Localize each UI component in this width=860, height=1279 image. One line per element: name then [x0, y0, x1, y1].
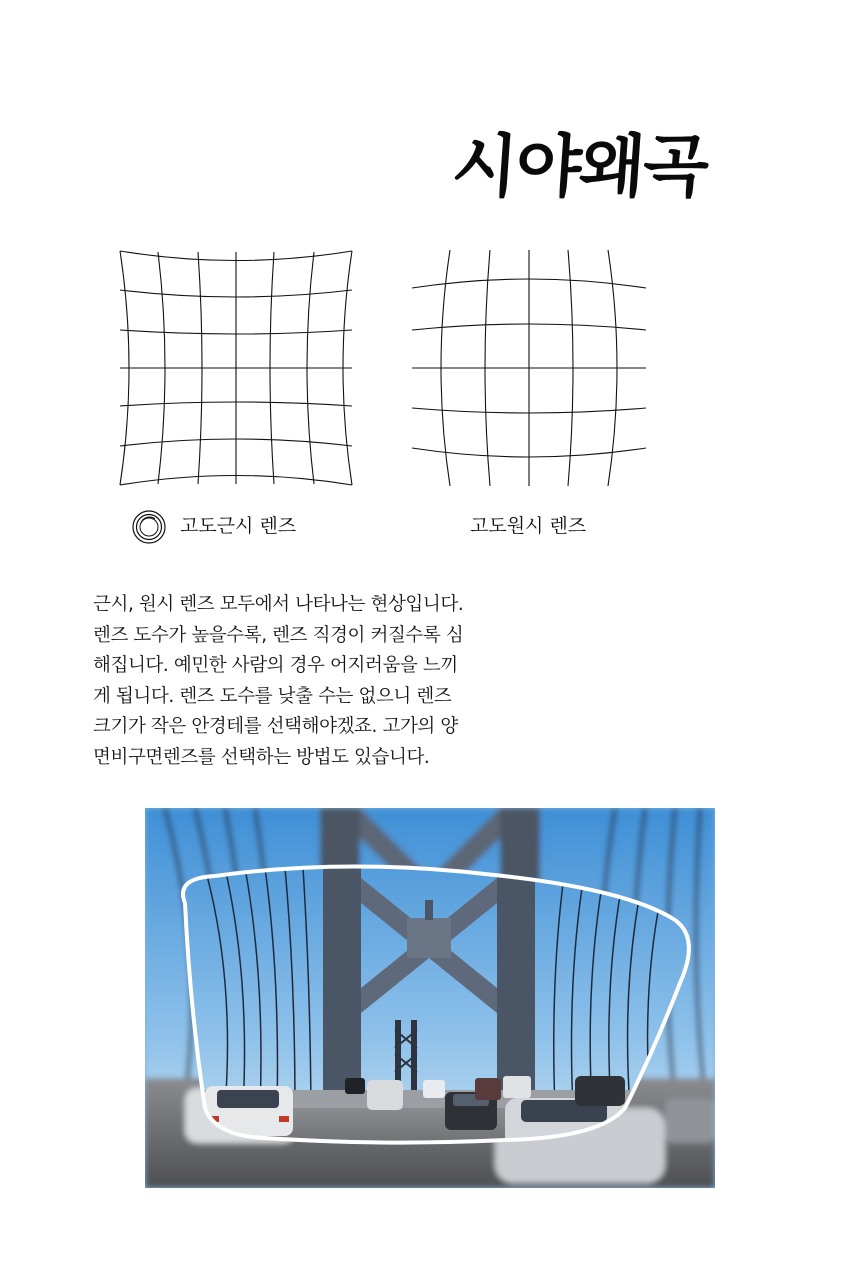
right-diagram-caption: 고도원시 렌즈: [470, 515, 587, 537]
left-diagram-caption: 고도근시 렌즈: [180, 515, 297, 537]
page-title: 시야왜곡: [449, 128, 710, 207]
body-line: 근시, 원시 렌즈 모두에서 나타나는 현상입니다.: [93, 594, 464, 615]
lens-rings-icon: [131, 509, 167, 545]
body-paragraph: [93, 590, 493, 773]
body-line: 면비구면렌즈를 선택하는 방법도 있습니다.: [93, 746, 430, 768]
body-line: 렌즈 도수가 높을수록, 렌즈 직경이 커질수록 심: [93, 624, 464, 646]
bridge-through-lens-photo: [145, 808, 715, 1188]
barrel-grid-diagram: [116, 248, 356, 488]
body-line: 게 됩니다. 렌즈 도수를 낮출 수는 없으니 렌즈: [93, 685, 452, 707]
body-line: 크기가 작은 안경테를 선택해야겠죠. 고가의 양: [93, 716, 458, 737]
body-line: 해집니다. 예민한 사람의 경우 어지러움을 느끼: [93, 655, 458, 676]
pincushion-grid-diagram: [410, 248, 648, 488]
